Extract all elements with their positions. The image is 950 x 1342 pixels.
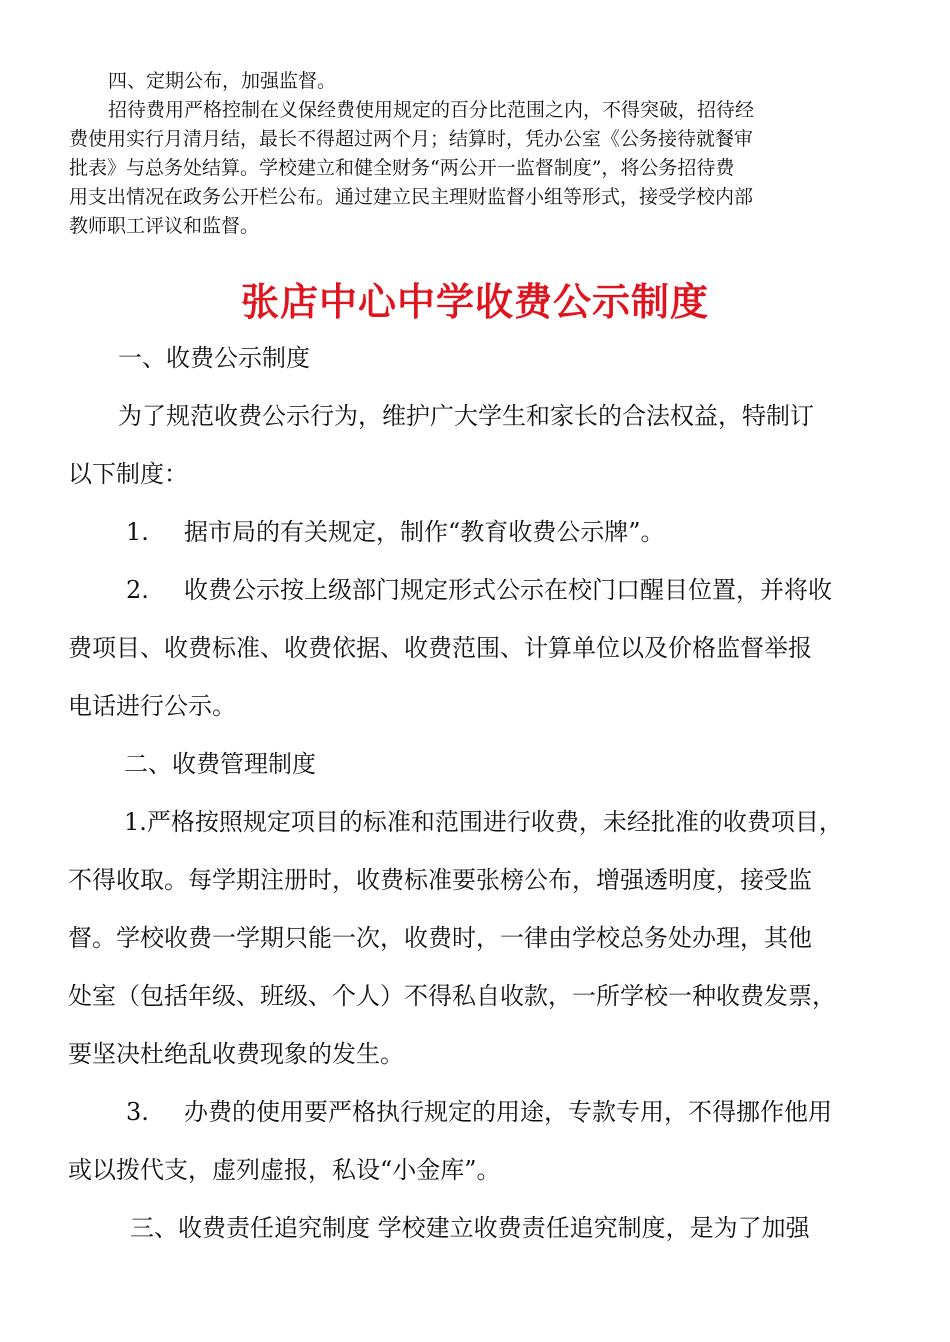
paragraph-line: 电话进行公示。: [68, 692, 236, 720]
list-item-text: 办费的使用要严格执行规定的用途，专款专用，不得挪作他用: [184, 1098, 832, 1126]
section-heading: 二、收费管理制度: [124, 750, 316, 778]
list-item-number: 1.: [126, 518, 149, 546]
list-item-number: 3.: [126, 1098, 149, 1126]
list-item: [126, 572, 946, 608]
list-item: [126, 514, 946, 550]
list-item: [126, 1094, 946, 1130]
section-four-line: 批表》与总务处结算。学校建立和健全财务“两公开一监督制度”，将公务招待费: [69, 157, 735, 179]
paragraph-line: 或以拨代支，虚列虚报，私设“小金库”。: [68, 1156, 501, 1184]
section-four-line: 招待费用严格控制在义保经费使用规定的百分比范围之内，不得突破，招待经: [108, 99, 755, 121]
section-four-line: 费使用实行月清月结，最长不得超过两个月；结算时，凭办公室《公务接待就餐审: [69, 128, 754, 150]
paragraph-line: 要坚决杜绝乱收费现象的发生。: [68, 1040, 404, 1068]
paragraph-line: 督。学校收费一学期只能一次，收费时，一律由学校总务处办理，其他: [68, 924, 812, 952]
section-heading: 三、收费责任追究制度 学校建立收费责任追究制度，是为了加强: [130, 1214, 810, 1242]
list-item-text: 据市局的有关规定，制作“教育收费公示牌”。: [184, 518, 665, 546]
paragraph-line: 处室（包括年级、班级、个人）不得私自收款，一所学校一种收费发票，: [68, 982, 836, 1010]
paragraph-line: 不得收取。每学期注册时，收费标准要张榜公布，增强透明度，接受监: [68, 866, 812, 894]
list-item-text: 收费公示按上级部门规定形式公示在校门口醒目位置，并将收: [184, 576, 832, 604]
section-four-heading: 四、定期公布，加强监督。: [108, 70, 337, 92]
paragraph-line: 1.严格按照规定项目的标准和范围进行收费，未经批准的收费项目，: [124, 808, 843, 836]
paragraph-line: 以下制度：: [68, 460, 188, 488]
paragraph-line: 费项目、收费标准、收费依据、收费范围、计算单位以及价格监督举报: [68, 634, 812, 662]
list-item-number: 2.: [126, 576, 149, 604]
paragraph-line: 为了规范收费公示行为，维护广大学生和家长的合法权益，特制订: [118, 402, 814, 430]
section-four-line: 用支出情况在政务公开栏公布。通过建立民主理财监督小组等形式，接受学校内部: [69, 186, 754, 208]
section-heading: 一、收费公示制度: [118, 344, 310, 372]
section-four-line: 教师职工评议和监督。: [69, 215, 260, 237]
document-title: 张店中心中学收费公示制度: [240, 280, 709, 324]
